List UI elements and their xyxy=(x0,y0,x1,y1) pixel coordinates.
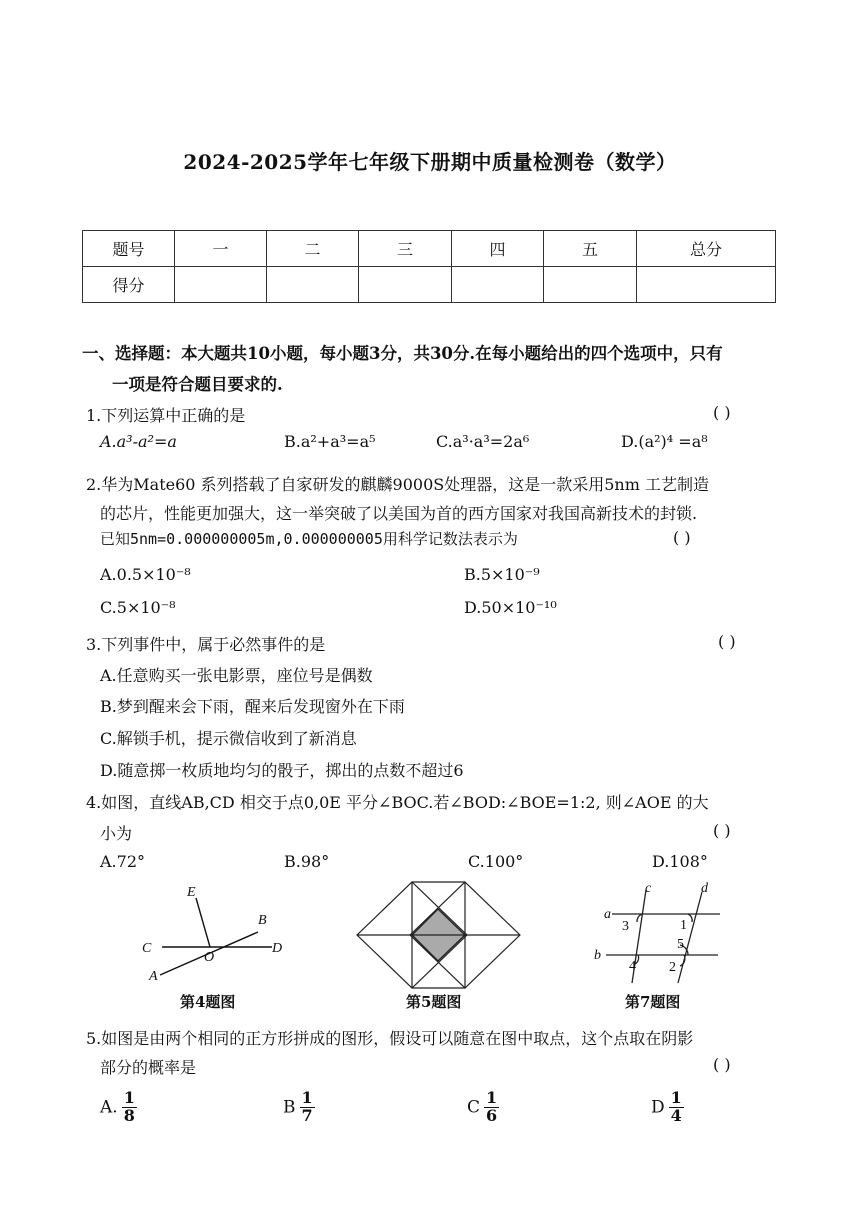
option-b: B.a²+a³=a⁵ xyxy=(284,432,376,451)
option-label: B xyxy=(283,1097,296,1118)
label-o: O xyxy=(204,950,215,965)
fraction xyxy=(122,1090,137,1125)
denominator: 7 xyxy=(301,1105,313,1125)
score-table-cell: 二 xyxy=(267,231,359,267)
question-2-line1: 2.华为Mate60 系列搭载了自家研发的麒麟9000S处理器，这是一款采用5nm 工艺制造 xyxy=(86,475,709,494)
option-c xyxy=(467,1090,499,1125)
score-input-cell[interactable] xyxy=(452,267,544,303)
label-c: C xyxy=(142,941,152,956)
angle-arc-2 xyxy=(680,955,685,966)
label-c: c xyxy=(645,881,652,896)
figure-5-caption: 第5题图 xyxy=(406,993,462,1011)
label-4: 4 xyxy=(629,959,636,974)
option-c: C.5×10⁻⁸ xyxy=(100,598,176,617)
score-input-cell[interactable] xyxy=(267,267,359,303)
angle-arc-1 xyxy=(688,914,692,922)
score-table-score-row xyxy=(83,267,776,303)
numerator: 1 xyxy=(301,1088,313,1107)
score-table-header-row xyxy=(83,231,776,267)
option-label: D xyxy=(651,1097,665,1118)
label-a: A xyxy=(149,969,158,984)
label-d: d xyxy=(701,881,708,896)
answer-paren: ( ) xyxy=(718,632,736,651)
question-3-stem: 3.下列事件中，属于必然事件的是 xyxy=(86,635,326,654)
question-4-line1: 4.如图，直线AB,CD 相交于点0,0E 平分∠BOC.若∠BOD:∠BOE=1:2, 则∠AOE 的大 xyxy=(86,793,709,812)
option-c: C.100° xyxy=(468,852,524,871)
answer-paren: ( ) xyxy=(713,821,731,840)
section-heading-cont: 一项是符合题目要求的. xyxy=(112,375,283,394)
score-table xyxy=(82,230,776,303)
score-input-cell[interactable] xyxy=(359,267,452,303)
answer-paren: ( ) xyxy=(673,528,691,547)
option-label: C xyxy=(467,1097,481,1118)
option-a xyxy=(100,1090,137,1125)
page-title: 2024-2025学年七年级下册期中质量检测卷（数学） xyxy=(183,150,677,174)
fraction xyxy=(300,1090,315,1125)
label-1: 1 xyxy=(680,918,687,933)
score-table-cell: 四 xyxy=(452,231,544,267)
denominator: 8 xyxy=(123,1105,135,1125)
question-1-stem: 1.下列运算中正确的是 xyxy=(86,406,246,425)
question-5-line1: 5.如图是由两个相同的正方形拼成的图形，假设可以随意在图中取点，这个点取在阴影 xyxy=(86,1029,694,1048)
score-table-cell: 得分 xyxy=(83,267,175,303)
label-a: a xyxy=(604,907,611,922)
denominator: 4 xyxy=(670,1105,682,1125)
fraction xyxy=(484,1090,499,1125)
question-2-line2: 的芯片，性能更加强大，这一举突破了以美国为首的西方国家对我国高新技术的封锁. xyxy=(100,504,698,523)
option-label: A. xyxy=(100,1097,118,1118)
label-3: 3 xyxy=(622,919,629,934)
option-b: B.5×10⁻⁹ xyxy=(464,565,540,584)
option-b xyxy=(283,1090,315,1125)
denominator: 6 xyxy=(486,1105,498,1125)
label-2: 2 xyxy=(669,960,676,975)
ray-oe xyxy=(196,898,210,947)
option-b: B.98° xyxy=(284,852,330,871)
figure-7-caption: 第7题图 xyxy=(625,993,681,1011)
score-table-cell: 一 xyxy=(175,231,267,267)
score-table-cell: 总分 xyxy=(637,231,776,267)
score-input-cell[interactable] xyxy=(544,267,637,303)
score-input-cell[interactable] xyxy=(175,267,267,303)
figure-4-caption: 第4题图 xyxy=(180,993,236,1011)
option-c: C.a³·a³=2a⁶ xyxy=(436,432,530,451)
question-4-line2: 小为 xyxy=(100,824,133,843)
figure-4-diagram xyxy=(130,880,300,985)
option-b: B.梦到醒来会下雨，醒来后发现窗外在下雨 xyxy=(100,697,405,716)
score-table-cell: 题号 xyxy=(83,231,175,267)
label-b: b xyxy=(594,948,601,963)
option-a: A.72° xyxy=(100,852,145,871)
label-d: D xyxy=(272,941,283,956)
label-5: 5 xyxy=(677,937,684,952)
numerator: 1 xyxy=(123,1088,135,1107)
section-heading: 一、选择题：本大题共10小题，每小题3分，共30分.在每小题给出的四个选项中，只有 xyxy=(82,344,723,363)
shaded-region xyxy=(412,935,465,961)
question-5-line2: 部分的概率是 xyxy=(100,1058,197,1077)
option-c: C.解锁手机，提示微信收到了新消息 xyxy=(100,729,357,748)
numerator: 1 xyxy=(670,1088,682,1107)
answer-paren: ( ) xyxy=(713,1055,731,1074)
option-d: D.108° xyxy=(652,852,708,871)
score-table-cell: 五 xyxy=(544,231,637,267)
shaded-region xyxy=(412,909,465,935)
fraction xyxy=(669,1090,684,1125)
option-d xyxy=(651,1090,684,1125)
option-a: A.任意购买一张电影票，座位号是偶数 xyxy=(100,666,373,685)
answer-paren: ( ) xyxy=(713,403,731,422)
score-table-cell: 三 xyxy=(359,231,452,267)
option-a: A.a³-a²=a xyxy=(100,432,177,451)
option-d: D.随意掷一枚质地均匀的骰子，掷出的点数不超过6 xyxy=(100,761,464,780)
label-e: E xyxy=(187,885,196,900)
option-d: D.50×10⁻¹⁰ xyxy=(464,598,557,617)
figure-7-diagram xyxy=(588,878,728,986)
score-input-cell[interactable] xyxy=(637,267,776,303)
label-b: B xyxy=(258,913,267,928)
figure-5-diagram xyxy=(355,880,527,990)
option-d: D.(a²)⁴ =a⁸ xyxy=(621,432,708,451)
question-2-line3: 已知5nm=0.000000005m,0.000000005用科学记数法表示为 xyxy=(100,530,518,548)
option-a: A.0.5×10⁻⁸ xyxy=(100,565,191,584)
numerator: 1 xyxy=(486,1088,498,1107)
